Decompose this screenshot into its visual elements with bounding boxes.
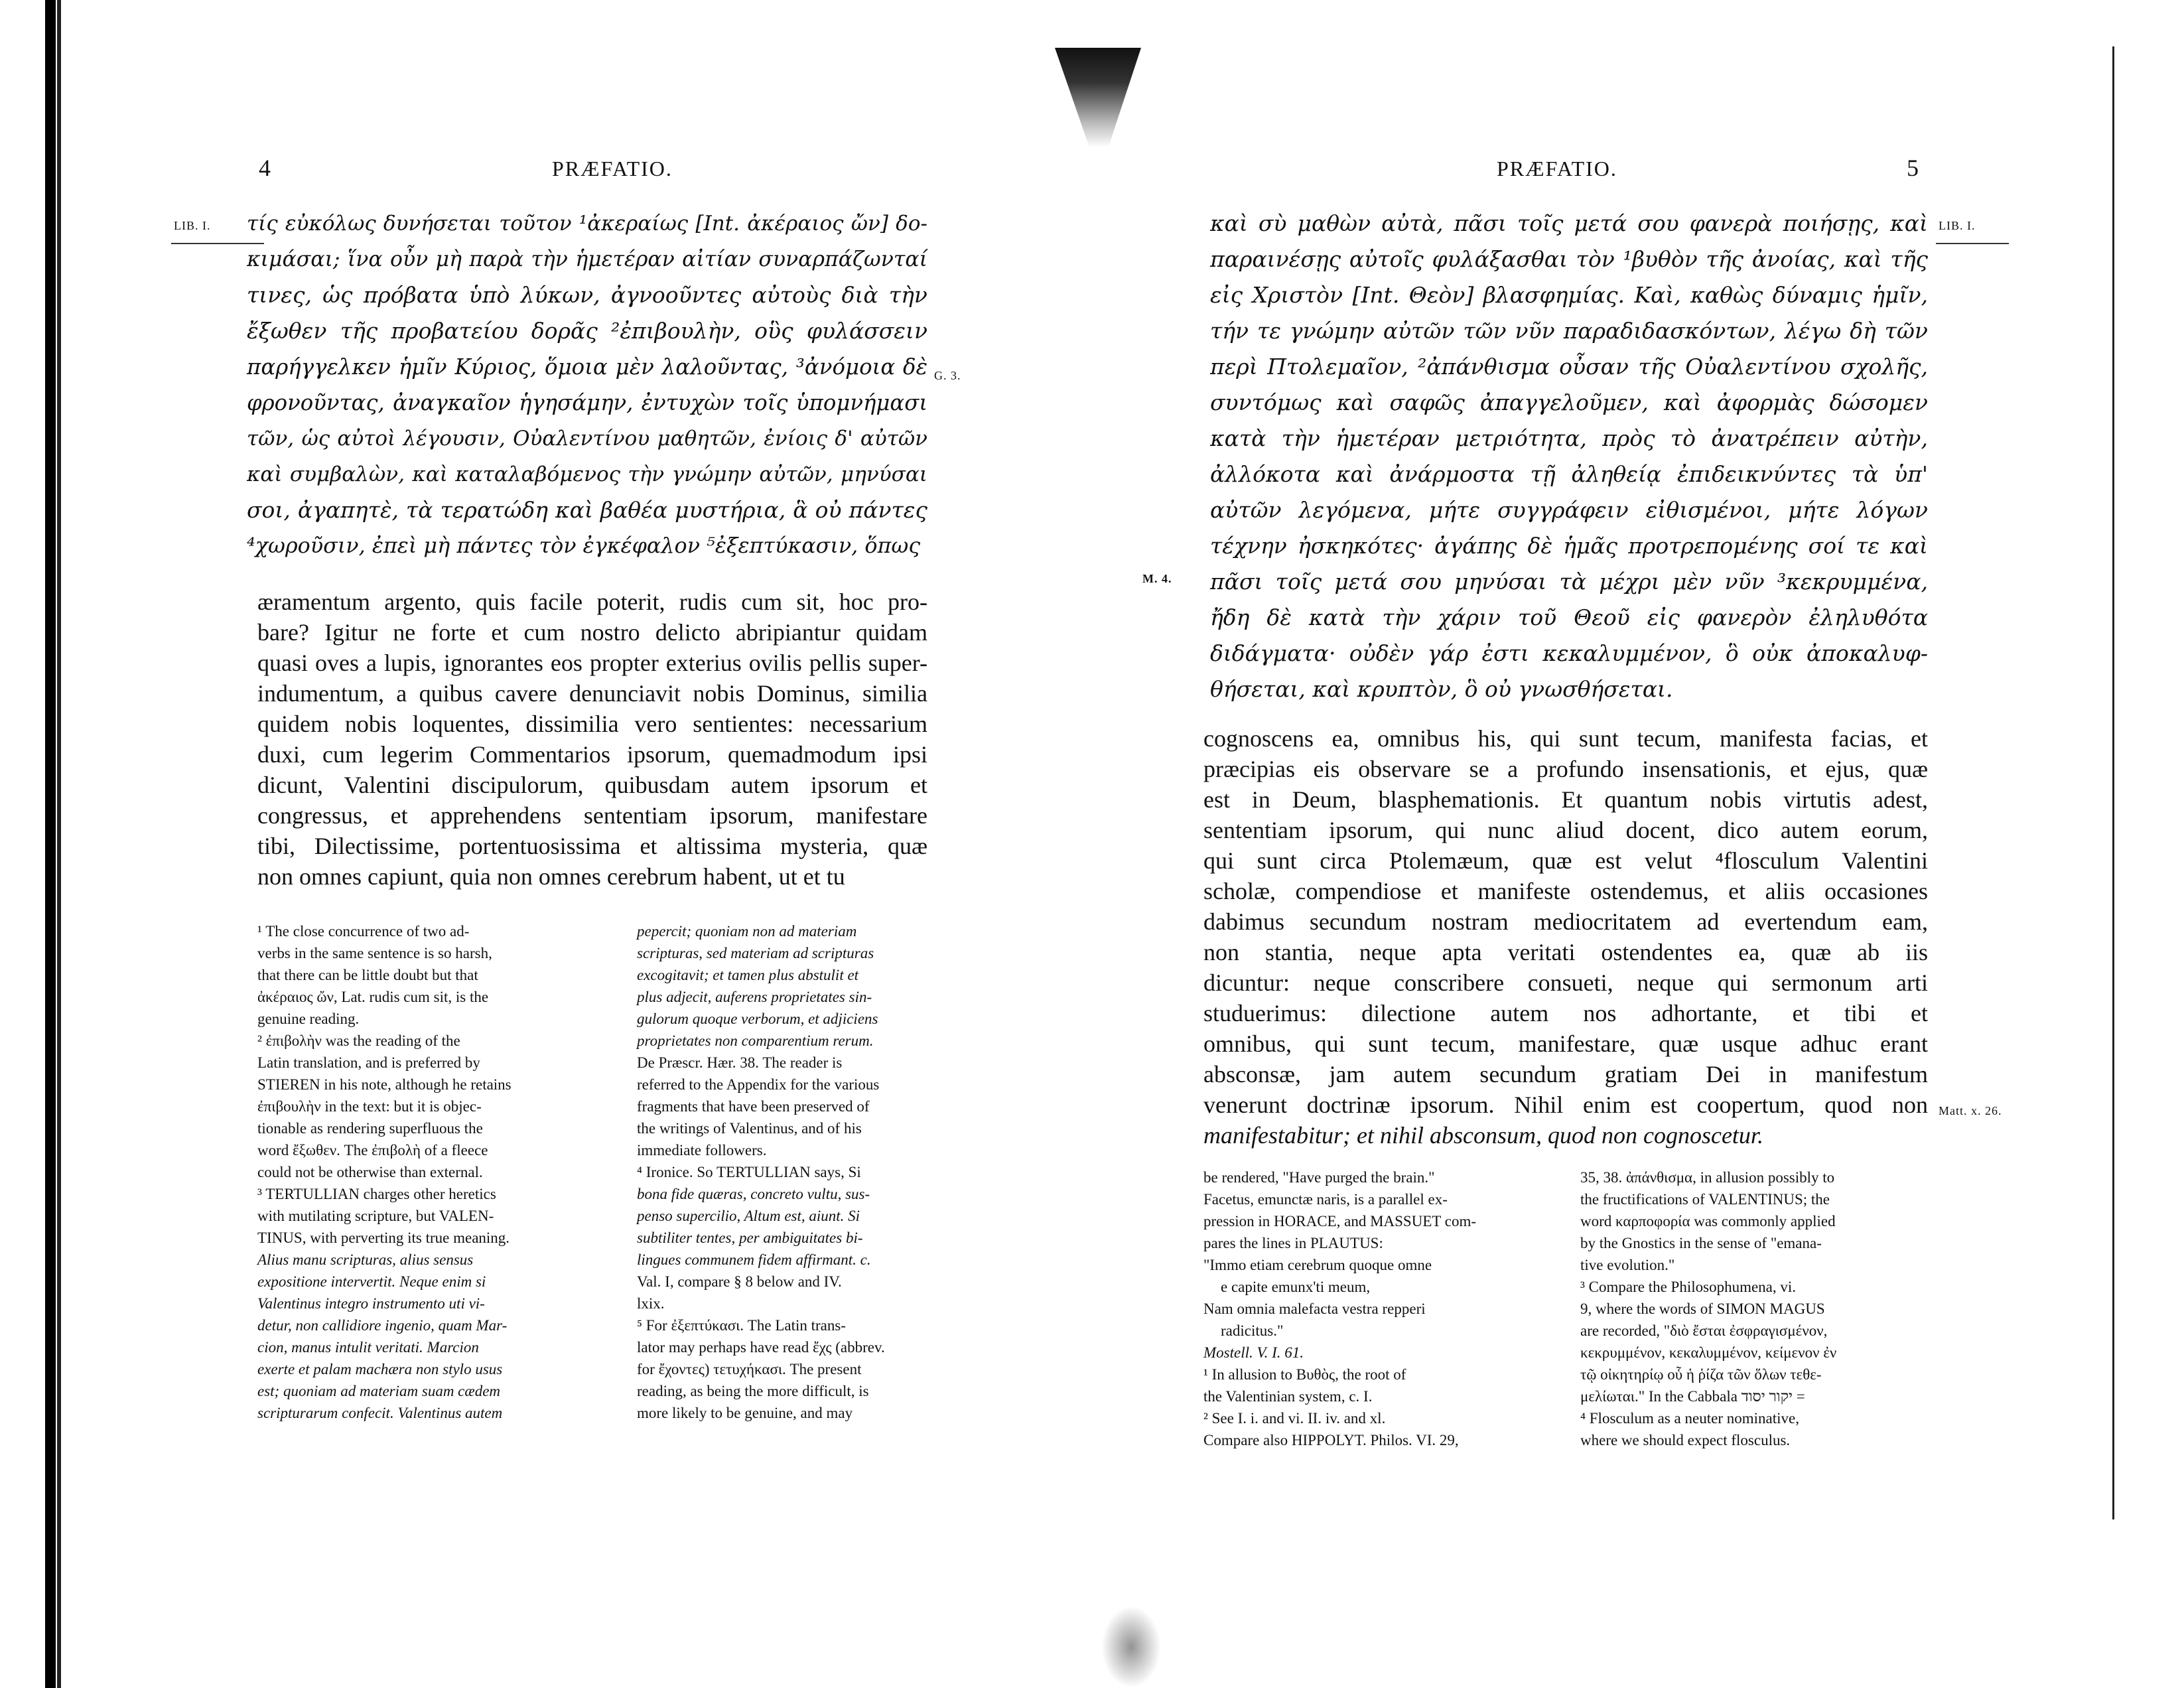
latin-line: scholæ, compendiose et manifeste ostendemus, et aliis occasiones (1203, 878, 1928, 904)
greek-line: περὶ Πτολεμαῖον, ²ἀπάνθισμα οὖσαν τῆς Οὐαλεντίνου σχολῆς, (1210, 354, 1928, 380)
footnote-line: proprietates non comparentium rerum. (637, 1032, 874, 1049)
latin-line: indumentum, a quibus cavere denunciavit nobis Dominus, similia (257, 680, 927, 707)
footnote-line: more likely to be genuine, and may (637, 1405, 853, 1421)
footnote-line: by the Gnostics in the sense of "emana- (1580, 1235, 1822, 1251)
greek-line: τινες, ὡς πρόβατα ὑπὸ λύκων, ἀγνοοῦντες αὐτοὺς διὰ τὴν (247, 282, 927, 308)
footnote-line: bona fide quæras, concreto vultu, sus- (637, 1186, 870, 1202)
footnote-line: ⁵ For ἐξεπτύκασι. The Latin trans- (637, 1317, 846, 1334)
latin-line: omnibus, qui sunt tecum, manifestare, quæ usque adhuc erant (1203, 1030, 1928, 1057)
footnote-line: Latin translation, and is preferred by (257, 1054, 480, 1071)
footnotes-column-2 (1580, 1166, 1932, 1451)
footnotes-column-1 (1203, 1166, 1548, 1451)
greek-line: τέχνην ἠσκηκότες· ἀγάπης δὲ ἡμᾶς προτρεπομένης σοί τε καὶ (1210, 533, 1928, 559)
greek-line: διδάγματα· οὐδὲν γάρ ἐστι κεκαλυμμένον, ὃ οὐκ ἀποκαλυφ- (1210, 640, 1928, 666)
running-head: PRÆFATIO. (552, 157, 673, 180)
footnote-line: word ἔξωθεν. The ἐπιβολὴ of a fleece (257, 1142, 488, 1159)
latin-line: dabimus secundum nostram mediocritatem ad evertendum eam, (1203, 908, 1928, 935)
footnote-line: plus adjecit, auferens proprietates sin- (637, 989, 872, 1005)
greek-line: ἤδη δὲ κατὰ τὴν χάριν τοῦ Θεοῦ εἰς φανερὸν ἐληλυθότα (1210, 604, 1928, 630)
footnote-line: 9, where the words of SIMON MAGUS (1580, 1301, 1825, 1317)
footnote-line: De Præscr. Hær. 38. The reader is (637, 1054, 843, 1071)
latin-line: studuerimus: dilectione autem nos adhortante, et tibi et (1203, 1000, 1928, 1026)
footnote-line: 35, 38. ἀπάνθισμα, in allusion possibly to (1580, 1169, 1835, 1186)
greek-line: κατὰ τὴν ἡμετέραν μετριότητα, πρὸς τὸ ἀνατρέπειν αὐτὴν, (1210, 425, 1928, 451)
footnote-line: be rendered, "Have purged the brain." (1203, 1169, 1435, 1186)
latin-line: bare? Igitur ne forte et cum nostro delicto abripiantur quidam (257, 619, 927, 646)
footnote-line: verbs in the same sentence is so harsh, (257, 945, 492, 961)
margin-note-ref: M. 4. (1142, 572, 1172, 585)
margin-note-ref: G. 3. (934, 369, 961, 382)
footnote-line: TINUS, with perverting its true meaning. (257, 1230, 510, 1246)
footnote-line: STIEREN in his note, although he retains (257, 1076, 512, 1093)
latin-line: venerunt doctrinæ ipsorum. Nihil enim est coopertum, quod non (1203, 1091, 1928, 1118)
latin-line: dicuntur: neque conscribere consueti, neque qui sermonum arti (1203, 969, 1928, 996)
footnote-line: Valentinus integro instrumento uti vi- (257, 1295, 485, 1312)
footnote-line: gulorum quoque verborum, et adjiciens (637, 1011, 878, 1027)
greek-line: ἀλλόκοτα καὶ ἀνάρμοστα τῇ ἀληθείᾳ ἐπιδεικνύντες τὰ ὑπ' (1210, 461, 1928, 487)
footnote-line: ἀκέραιος ὤν, Lat. rudis cum sit, is the (257, 989, 489, 1005)
greek-line: παραινέσῃς αὐτοῖς φυλάξασθαι τὸν ¹βυθὸν τῆς ἀνοίας, καὶ τῆς (1210, 246, 1928, 272)
margin-note-matt: Matt. x. 26. (1939, 1104, 2002, 1117)
latin-line: duxi, cum legerim Commentarios ipsorum, quemadmodum ipsi (257, 741, 927, 768)
latin-line: quidem nobis loquentes, dissimilia vero sentientes: necessarium (257, 711, 927, 737)
footnote-line: expositione intervertit. Neque enim si (257, 1273, 486, 1290)
greek-line: τῶν, ὡς αὐτοὶ λέγουσιν, Οὐαλεντίνου μαθητῶν, ἐνίοις δ' αὐτῶν (247, 427, 927, 451)
footnote-line: that there can be little doubt but that (257, 967, 478, 983)
footnote-line: Alius manu scripturas, alius sensus (257, 1251, 474, 1268)
latin-line: non omnes capiunt, quia non omnes cerebrum habent, ut et tu (257, 863, 845, 890)
latin-line: æramentum argento, quis facile poterit, rudis cum sit, hoc pro- (257, 589, 927, 615)
footnote-line: where we should expect flosculus. (1580, 1432, 1791, 1448)
footnote-line: Nam omnia malefacta vestra repperi (1203, 1301, 1426, 1317)
footnote-line: κεκρυμμένον, κεκαλυμμένον, κείμενον ἐν (1580, 1344, 1837, 1361)
footnote-line: lxix. (637, 1295, 665, 1312)
greek-text-block (247, 206, 927, 564)
greek-line: τήν τε γνώμην αὐτῶν τῶν νῦν παραδιδασκόντων, λέγω δὴ τῶν (1210, 318, 1928, 344)
footnote-line: exerte et palam machæra non stylo usus (257, 1361, 503, 1377)
footnote-line: ³ Compare the Philosophumena, vi. (1580, 1279, 1797, 1295)
footnote-line: immediate followers. (637, 1142, 767, 1159)
latin-text-block (257, 587, 927, 892)
footnote-line: ¹ In allusion to Βυθὸς, the root of (1203, 1366, 1406, 1383)
footnote-line: lingues communem fidem affirmant. c. (637, 1251, 871, 1268)
latin-line: manifestabitur; et nihil absconsum, quod non cognoscetur. (1203, 1122, 1763, 1149)
greek-line: αὐτῶν λεγόμενα, μήτε συγγράφειν εἰθισμένοι, μήτε λόγων (1210, 497, 1928, 523)
footnote-line: τῷ οἰκητηρίῳ οὗ ἡ ῥίζα τῶν ὅλων τεθε- (1580, 1366, 1822, 1383)
footnote-line: pepercit; quoniam non ad materiam (637, 923, 857, 940)
footnote-line: the Valentinian system, c. I. (1203, 1388, 1373, 1405)
footnote-line: cion, manus intulit veritati. Marcion (257, 1339, 479, 1356)
footnote-line: lator may perhaps have read ἔχς (abbrev. (637, 1339, 885, 1356)
greek-line: κιμάσαι; ἵνα οὖν μὴ παρὰ τὴν ἡμετέραν αἰτίαν συναρπάζωνταί (247, 247, 927, 271)
running-head: PRÆFATIO. (1497, 157, 1617, 180)
footnote-line: est; quoniam ad materiam suam cædem (257, 1383, 501, 1399)
margin-note-book: LIB. I. (1939, 219, 1976, 232)
footnote-line: pares the lines in PLAUTUS: (1203, 1235, 1383, 1251)
footnote-line: scripturas, sed materiam ad scripturas (637, 945, 874, 961)
footnote-line: Val. I, compare § 8 below and IV. (637, 1273, 842, 1290)
footnote-line: ⁴ Ironice. So TERTULLIAN says, Si (637, 1164, 861, 1180)
greek-line: πᾶσι τοῖς μετά σου μηνύσαι τὰ μέχρι μὲν νῦν ³κεκρυμμένα, (1210, 569, 1928, 595)
footnote-line: ἐπιβουλὴν in the text: but it is objec- (257, 1098, 482, 1115)
footnote-line: fragments that have been preserved of (637, 1098, 870, 1115)
footnote-line: μελίωται." In the Cabbala יקור יסוד = (1580, 1388, 1805, 1405)
footnote-line: pression in HORACE, and MASSUET com- (1203, 1213, 1477, 1230)
footnote-line: ² See I. i. and vi. II. iv. and xl. (1203, 1410, 1386, 1427)
latin-line: dicunt, Valentini discipulorum, quibusdam autem ipsorum et (257, 772, 927, 798)
footnote-line: word καρποφορία was commonly applied (1580, 1213, 1836, 1230)
footnote-line: subtiliter tentes, per ambiguitates bi- (637, 1230, 863, 1246)
latin-line: non stantia, neque apta veritati ostendentes ea, quæ ab iis (1203, 939, 1928, 965)
margin-rule (1936, 243, 2009, 244)
footnotes-column-1 (257, 920, 582, 1424)
latin-line: qui sunt circa Ptolemæum, quæ est velut ⁴flosculum Valentini (1203, 847, 1928, 874)
greek-line: σοι, ἀγαπητὲ, τὰ τερατώδη καὶ βαθέα μυστήρια, ἃ οὐ πάντες (247, 497, 927, 523)
footnote-line: referred to the Appendix for the various (637, 1076, 880, 1093)
footnote-line: e capite emunx'ti meum, (1221, 1279, 1371, 1295)
footnote-line: "Immo etiam cerebrum quoque omne (1203, 1257, 1432, 1273)
latin-line: præcipias eis observare se a profundo insensationis, et ejus, quæ (1203, 756, 1928, 782)
margin-note-book: LIB. I. (174, 219, 211, 232)
page-number: 5 (1907, 155, 1919, 181)
latin-line: absconsæ, jam autem secundum gratiam Dei in manifestum (1203, 1061, 1928, 1088)
footnote-line: the fructifications of VALENTINUS; the (1580, 1191, 1830, 1208)
greek-text-block (1210, 206, 1928, 707)
greek-line: εἰς Χριστὸν [Int. Θεὸν] βλασφημίας. Καὶ, καθὼς δύναμις ἡμῖν, (1210, 282, 1928, 308)
footnote-line: Compare also HIPPOLYT. Philos. VI. 29, (1203, 1432, 1459, 1448)
footnote-line: are recorded, "διὸ ἔσται ἐσφραγισμένον, (1580, 1322, 1828, 1339)
greek-line: ἔξωθεν τῆς προβατείου δορᾶς ²ἐπιβουλὴν, οὓς φυλάσσειν (247, 318, 927, 344)
footnote-line: ³ TERTULLIAN charges other heretics (257, 1186, 496, 1202)
latin-line: est in Deum, blasphemationis. Et quantum nobis virtutis adest, (1203, 786, 1928, 813)
right-page (1092, 0, 2184, 1688)
latin-line: cognoscens ea, omnibus his, qui sunt tecum, manifesta facias, et (1203, 725, 1928, 752)
footnote-line: Mostell. V. I. 61. (1203, 1344, 1304, 1361)
footnote-line: penso supercilio, Altum est, aiunt. Si (637, 1208, 860, 1224)
footnote-line: scripturarum confecit. Valentinus autem (257, 1405, 503, 1421)
greek-line: ⁴χωροῦσιν, ἐπεὶ μὴ πάντες τὸν ἐγκέφαλον ⁵ἐξεπτύκασιν, ὅπως (247, 533, 921, 558)
footnote-line: radicitus." (1221, 1322, 1284, 1339)
footnote-line: the writings of Valentinus, and of his (637, 1120, 862, 1137)
footnote-line: genuine reading. (257, 1011, 360, 1027)
footnote-line: ⁴ Flosculum as a neuter nominative, (1580, 1410, 1799, 1427)
latin-line: tibi, Dilectissime, portentuosissima et altissima mysteria, quæ (257, 833, 927, 859)
greek-line: καὶ σὺ μαθὼν αὐτὰ, πᾶσι τοῖς μετά σου φανερὰ ποιήσῃς, καὶ (1210, 210, 1928, 236)
footnote-line: ¹ The close concurrence of two ad- (257, 923, 470, 940)
greek-line: θήσεται, καὶ κρυπτὸν, ὃ οὐ γνωσθήσεται. (1210, 676, 1673, 702)
greek-line: τίς εὐκόλως δυνήσεται τοῦτον ¹ἀκεραίως [Int. ἀκέραιος ὤν] δο- (247, 212, 927, 236)
page-number: 4 (259, 155, 271, 181)
footnote-line: could not be otherwise than external. (257, 1164, 483, 1180)
footnote-line: for ἔχοντες) τετυχήκασι. The present (637, 1361, 862, 1377)
footnote-line: detur, non callidiore ingenio, quam Mar- (257, 1317, 508, 1334)
footnotes-column-2 (637, 920, 955, 1424)
latin-text-block (1203, 723, 1928, 1151)
footnote-line: with mutilating scripture, but VALEN- (257, 1208, 494, 1224)
footnote-line: tionable as rendering superfluous the (257, 1120, 483, 1137)
greek-line: καὶ συμβαλὼν, καὶ καταλαβόμενος τὴν γνώμην αὐτῶν, μηνύσαι (247, 462, 927, 486)
footnote-line: excogitavit; et tamen plus abstulit et (637, 967, 859, 983)
footnote-line: tive evolution." (1580, 1257, 1675, 1273)
footnote-line: Facetus, emunctæ naris, is a parallel ex- (1203, 1191, 1448, 1208)
greek-line: συντόμως καὶ σαφῶς ἀπαγγελοῦμεν, καὶ ἀφορμὰς δώσομεν (1210, 389, 1928, 415)
latin-line: quasi oves a lupis, ignorantes eos propter exterius ovilis pellis super- (257, 650, 927, 676)
footnote-line: ² ἐπιβολὴν was the reading of the (257, 1032, 460, 1049)
latin-line: congressus, et apprehendens sententiam ipsorum, manifestare (257, 802, 927, 829)
greek-line: φρονοῦντας, ἀναγκαῖον ἡγησάμην, ἐντυχὼν τοῖς ὑπομνήμασι (247, 390, 927, 415)
latin-line: sententiam ipsorum, qui nunc aliud docent, dico autem eorum, (1203, 817, 1928, 843)
footnote-line: reading, as being the more difficult, is (637, 1383, 869, 1399)
greek-line: παρήγγελκεν ἡμῖν Κύριος, ὅμοια μὲν λαλοῦντας, ³ἀνόμοια δὲ (247, 354, 927, 380)
